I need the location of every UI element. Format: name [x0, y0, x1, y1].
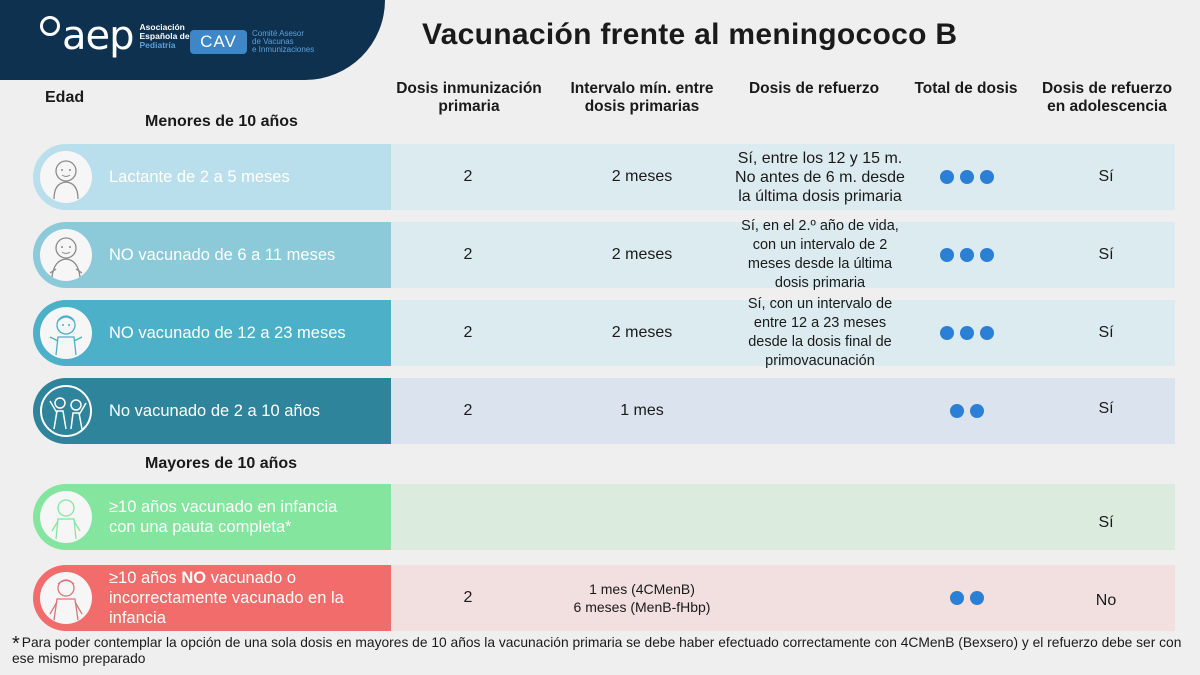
column-header-edad: Edad [45, 89, 85, 106]
column-header-adolescencia [1036, 80, 1178, 116]
cav-logo-line: de Vacunas [252, 37, 294, 46]
cell-intervalo [545, 565, 739, 631]
column-header-intervalo [556, 80, 728, 116]
cell-dosis: 2 [463, 324, 473, 341]
aep-wordmark: aep [62, 13, 134, 59]
dose-dots [940, 326, 994, 340]
page-title: Vacunación frente al meningococo B [422, 18, 958, 51]
aep-logo-line: Española de [139, 30, 190, 41]
column-header-refuerzo: Dosis de refuerzo [748, 80, 880, 97]
row-cells [391, 378, 1175, 444]
cell-dosis: 2 [463, 402, 473, 419]
intervalo-line: 1 mes (4CMenB) [589, 581, 695, 597]
row-cells [391, 565, 1175, 631]
cell-total-dosis [915, 222, 1019, 288]
cav-logo-line: Comité Asesor [252, 29, 305, 38]
dose-dot [940, 326, 954, 340]
row-cells [391, 218, 1175, 291]
cell-total-dosis [915, 378, 1019, 444]
column-header-line: Dosis inmunización [396, 80, 542, 97]
teen-icon [40, 491, 92, 543]
footnote-marker: * [285, 518, 292, 536]
toddler-icon [40, 307, 92, 359]
row-cells [391, 484, 1175, 550]
row-label-cell [33, 378, 391, 444]
cell-adolescencia: Sí [1098, 168, 1114, 185]
cav-logo[interactable]: CAV [190, 30, 247, 54]
cell-refuerzo [725, 296, 915, 369]
dose-dot [980, 170, 994, 184]
cell-dosis: 2 [463, 168, 473, 185]
column-header-total: Total de dosis [914, 80, 1018, 97]
dose-dots [950, 404, 984, 418]
cell-dosis: 2 [463, 589, 473, 606]
row-label [109, 565, 384, 631]
row-label-emphasis: NO [181, 569, 207, 587]
footnote-star: * [12, 633, 20, 655]
cell-intervalo: 2 meses [611, 168, 673, 185]
dose-dot [980, 326, 994, 340]
cell-refuerzo [725, 144, 915, 210]
row-label: NO vacunado de 6 a 11 meses [109, 246, 336, 264]
aep-logo-line: Pediatría [139, 39, 176, 50]
refuerzo-line: meses desde la última [747, 256, 893, 272]
table-row [33, 565, 1175, 631]
aep-ring-icon [40, 16, 60, 36]
dose-dot [950, 404, 964, 418]
dose-dot [980, 248, 994, 262]
refuerzo-line: Sí, entre los 12 y 15 m. [737, 149, 903, 167]
group-header-mayores: Mayores de 10 años [145, 455, 298, 472]
refuerzo-line: primovacunación [765, 353, 875, 369]
dose-dot [950, 591, 964, 605]
cell-intervalo: 2 meses [611, 246, 673, 263]
row-label-line: ≥10 años vacunado en infancia [109, 498, 338, 516]
dose-dot [960, 326, 974, 340]
column-header-line: Intervalo mín. entre [570, 80, 714, 97]
row-label: No vacunado de 2 a 10 años [109, 402, 320, 420]
row-label-line: vacunado o [206, 569, 297, 587]
column-header-line: en adolescencia [1047, 98, 1167, 115]
row-label [109, 484, 384, 550]
dose-dot [940, 248, 954, 262]
baby-icon [40, 151, 92, 203]
cell-adolescencia: Sí [1098, 400, 1114, 417]
refuerzo-line: la última dosis primaria [738, 187, 902, 205]
row-label-line: con una pauta completa [109, 518, 286, 536]
refuerzo-line: Sí, en el 2.º año de vida, [741, 218, 899, 234]
row-label-line: ≥10 años [109, 569, 182, 587]
infant-icon [40, 229, 92, 281]
table-row [33, 378, 1175, 444]
footnote [12, 633, 1192, 667]
column-header-line: Dosis de refuerzo [1041, 80, 1173, 97]
footnote-text: Para poder contemplar la opción de una sola dosis en mayores de 10 años la vacunación primaria se debe haber efectuado correctamente con 4CMenB (Bexsero) y el refuerzo debe ser con ese mismo preparado [12, 635, 1182, 666]
cell-intervalo: 1 mes [620, 402, 664, 419]
row-label-cell [33, 222, 391, 288]
cell-total-dosis [915, 565, 1019, 631]
refuerzo-line: con un intervalo de 2 [752, 237, 888, 253]
cell-adolescencia: Sí [1098, 514, 1114, 531]
dose-dots [950, 591, 984, 605]
table-row [33, 484, 1175, 550]
dose-dot [940, 170, 954, 184]
column-header-dosis [392, 80, 546, 116]
row-label-cell [33, 300, 391, 366]
cav-logo-text [252, 30, 314, 54]
refuerzo-line: No antes de 6 m. desde [735, 168, 905, 186]
column-header-line: primaria [438, 98, 500, 115]
row-label: Lactante de 2 a 5 meses [109, 168, 290, 186]
intervalo-line: 6 meses (MenB-fHbp) [573, 599, 711, 615]
refuerzo-line: Sí, con un intervalo de [747, 296, 893, 312]
dose-dot [960, 248, 974, 262]
column-header-line: dosis primarias [584, 98, 700, 115]
dose-dots [940, 248, 994, 262]
cell-total-dosis [915, 144, 1019, 210]
refuerzo-line: entre 12 a 23 meses [753, 315, 887, 331]
aep-logo[interactable] [40, 13, 190, 59]
cell-adolescencia: Sí [1098, 246, 1114, 263]
children-icon [40, 385, 92, 437]
table-row [33, 296, 1175, 369]
cell-refuerzo [725, 218, 915, 291]
refuerzo-line: dosis primaria [774, 275, 866, 291]
row-label-cell [33, 565, 391, 631]
header-band [0, 0, 385, 80]
row-label-cell [33, 484, 391, 550]
cav-logo-line: e Inmunizaciones [252, 45, 315, 54]
row-label-cell [33, 144, 391, 210]
dose-dot [960, 170, 974, 184]
refuerzo-line: desde la dosis final de [748, 334, 892, 350]
cell-adolescencia: No [1095, 592, 1117, 609]
group-header-menores: Menores de 10 años [145, 113, 298, 130]
aep-logo-line: Asociación [139, 21, 185, 32]
row-cells [391, 296, 1175, 369]
adolescent-icon [40, 572, 92, 624]
row-label-line: infancia [109, 609, 166, 627]
dose-dot [970, 591, 984, 605]
dose-dot [970, 404, 984, 418]
table-row [33, 218, 1175, 291]
cell-dosis: 2 [463, 246, 473, 263]
cell-adolescencia: Sí [1098, 324, 1114, 341]
row-label-line: incorrectamente vacunado en la [109, 589, 344, 607]
dose-dots [940, 170, 994, 184]
table-row [33, 144, 1175, 210]
row-label: NO vacunado de 12 a 23 meses [109, 324, 346, 342]
cell-intervalo: 2 meses [611, 324, 673, 341]
row-cells [391, 144, 1175, 210]
cell-total-dosis [915, 300, 1019, 366]
aep-logo-text [140, 23, 190, 50]
